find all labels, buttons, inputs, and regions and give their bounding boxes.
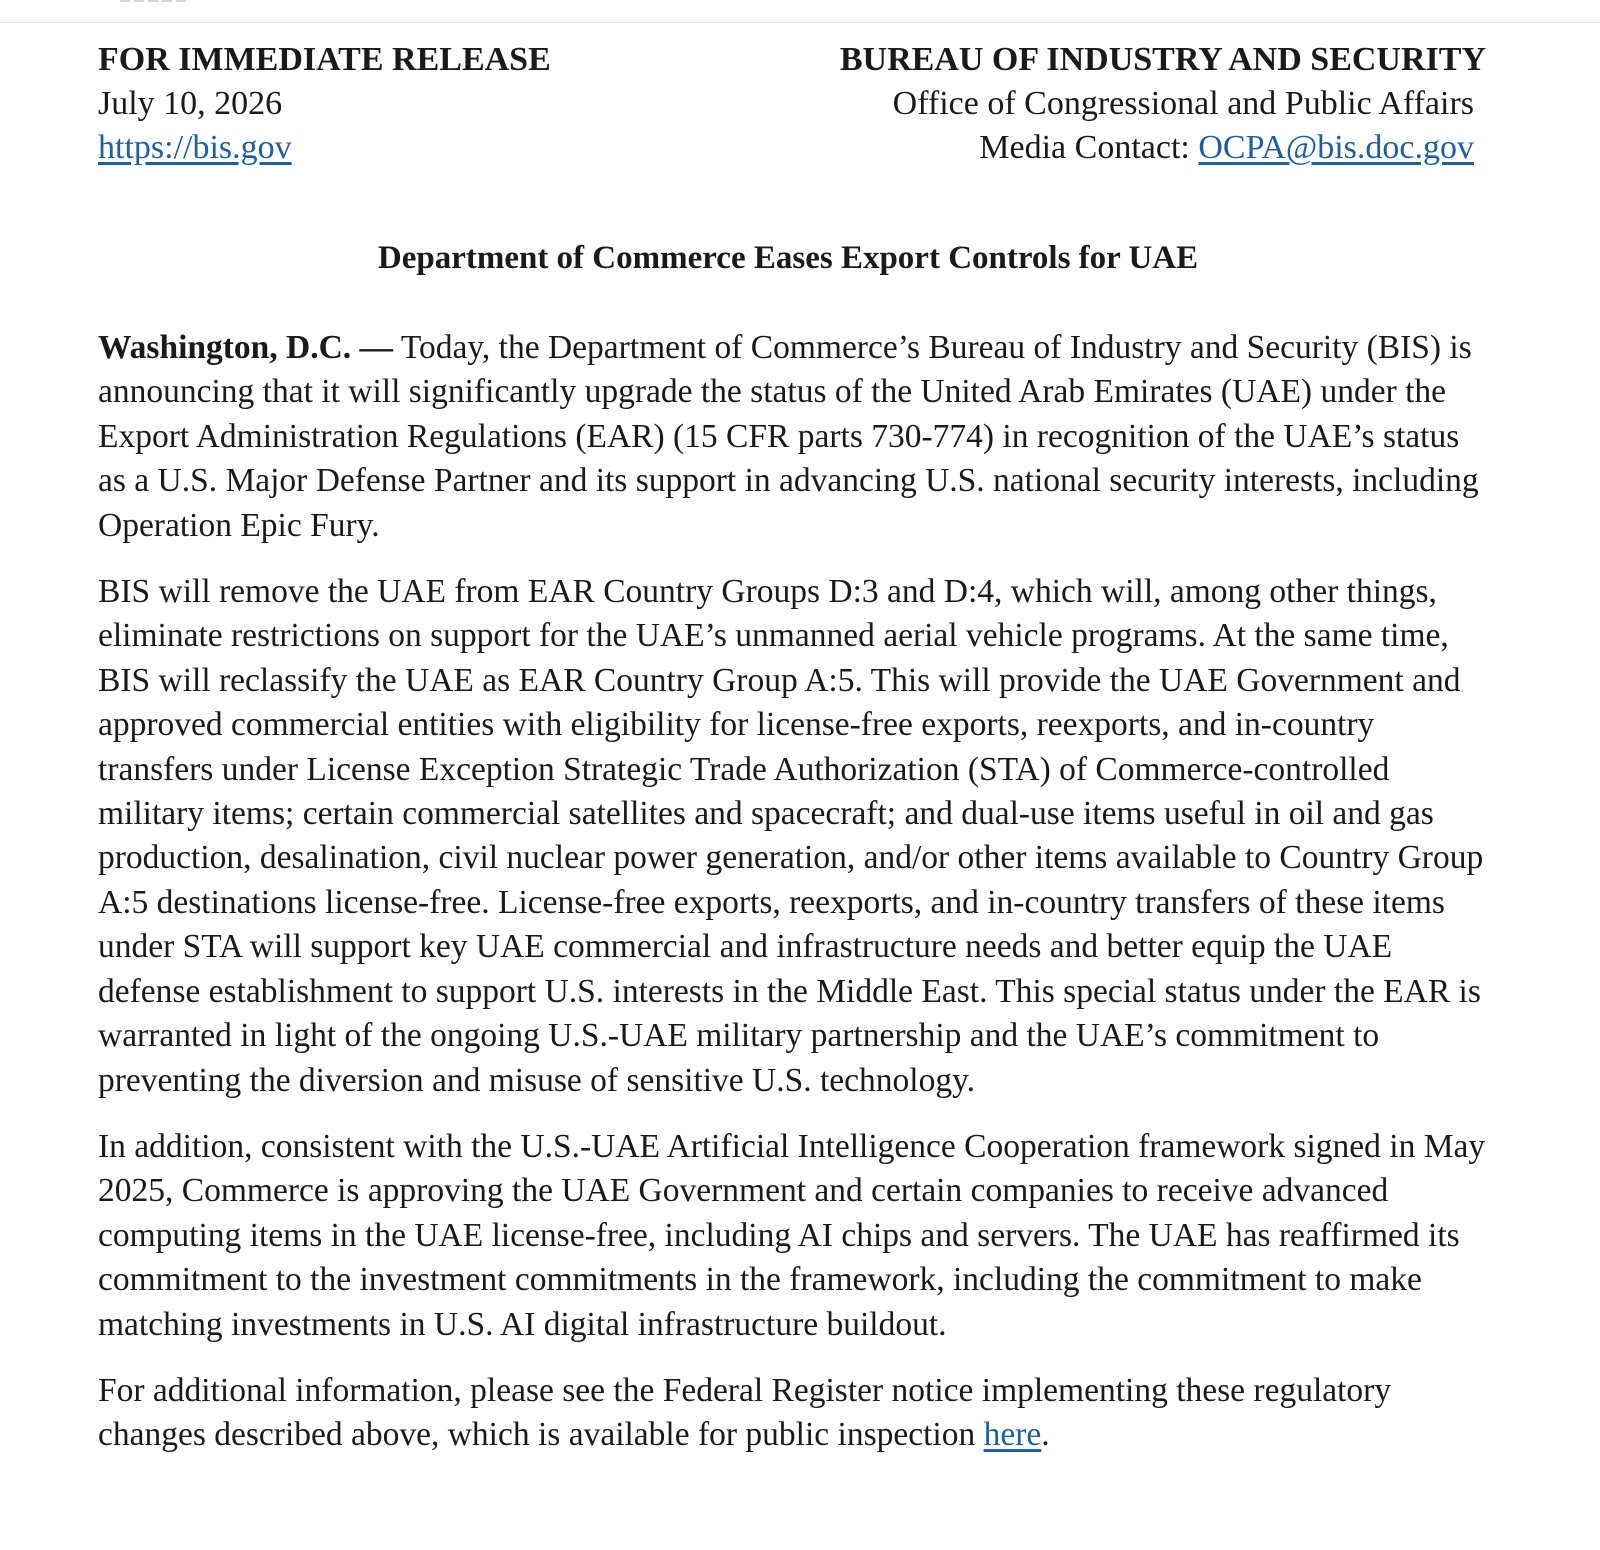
paragraph-3: In addition, consistent with the U.S.-UAE Artificial Intelligence Cooperation framework signed in May 2025, Commerce is approving the UAE Government and certain companies to receive advanced computing items in the UAE license-free, including AI chips and servers. The UAE has reaffirmed its commitment to the investment commitments in the framework, including the commitment to make matching investments in U.S. AI digital infrastructure buildout. bbox=[98, 1127, 1486, 1343]
press-release-header bbox=[98, 38, 1486, 178]
paragraph-4 bbox=[98, 1369, 1493, 1458]
media-contact-label: Media Contact: bbox=[979, 129, 1199, 166]
paragraph-1 bbox=[98, 326, 1493, 548]
paragraph-2: BIS will remove the UAE from EAR Country Groups D:3 and D:4, which will, among other things, eliminate restrictions on support for the UAE’s unmanned aerial vehicle programs. At the same time, BIS will reclassify the UAE as EAR Country Group A:5. This will provide the UAE Government and approved commercial entities with eligibility for license-free exports, reexports, and in-country transfers under License Exception Strategic Trade Authorization (STA) of Commerce-controlled military items; certain commercial satellites and spacecraft; and dual-use items useful in oil and gas production, desalination, civil nuclear power generation, and/or other items available to Country Group A:5 destinations license-free. License-free exports, reexports, and in-country transfers of these items under STA will support key UAE commercial and infrastructure needs and better equip the UAE defense establishment to support U.S. interests in the Middle East. This special status under the EAR is warranted in light of the ongoing U.S.-UAE military partnership and the UAE’s commitment to preventing the diversion and misuse of sensitive U.S. technology. bbox=[98, 573, 1484, 1099]
federal-register-link[interactable]: here bbox=[983, 1416, 1042, 1454]
cropped-header-fragment bbox=[120, 0, 200, 4]
agency-name: BUREAU OF INDUSTRY AND SECURITY bbox=[839, 41, 1486, 78]
press-release-headline: Department of Commerce Eases Export Controls for UAE bbox=[377, 240, 1199, 276]
paragraph-4-end: . bbox=[1041, 1416, 1050, 1454]
dateline: Washington, D.C. — bbox=[98, 329, 394, 366]
website-link[interactable]: https://bis.gov bbox=[98, 129, 292, 166]
media-contact-email-link[interactable]: OCPA@bis.doc.gov bbox=[1198, 129, 1474, 166]
agency-info bbox=[839, 38, 1486, 170]
release-info bbox=[98, 38, 551, 170]
paragraph-4-text: For additional information, please see the Federal Register notice implementing these regulatory changes described above, which is available for public inspection bbox=[98, 1371, 1392, 1454]
paragraph-1-text: Today, the Department of Commerce’s Bureau of Industry and Security (BIS) is announcing that it will significantly upgrade the status of the United Arab Emirates (UAE) under the Export Administration Regulations (EAR) (15 CFR parts 730-774) in recognition of the UAE’s status as a U.S. Major Defense Partner and its support in advancing U.S. national security interests, including Operation Epic Fury. bbox=[98, 329, 1479, 544]
top-divider bbox=[0, 22, 1600, 23]
release-label: FOR IMMEDIATE RELEASE bbox=[98, 41, 551, 78]
press-release-body bbox=[98, 326, 1493, 1480]
release-date: July 10, 2026 bbox=[98, 85, 283, 122]
office-name: Office of Congressional and Public Affairs bbox=[892, 85, 1474, 122]
media-contact bbox=[840, 126, 1474, 170]
